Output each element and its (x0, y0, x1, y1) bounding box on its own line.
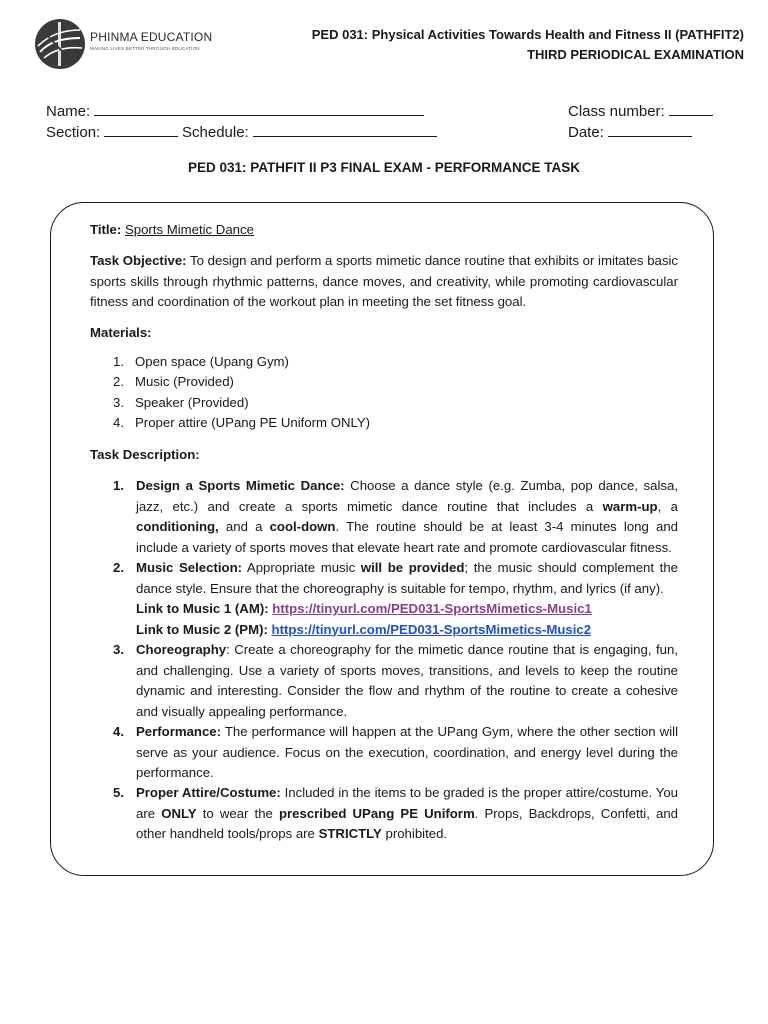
schedule-line[interactable] (253, 122, 437, 137)
name-line[interactable] (94, 101, 424, 116)
schedule-label: Schedule: (182, 124, 249, 141)
materials-item-text: Open space (Upang Gym) (135, 354, 289, 369)
title-value: Sports Mimetic Dance (124, 222, 254, 237)
task-title-line (90, 220, 678, 241)
music-link-1[interactable]: https://tinyurl.com/PED031-SportsMimetics-Music1 (272, 601, 592, 616)
task-item-heading: Music Selection: (136, 560, 243, 575)
logo-tagline: MAKING LIVES BETTER THROUGH EDUCATION (90, 46, 200, 51)
materials-item (113, 374, 234, 389)
task-item-heading: Proper Attire/Costume: (136, 785, 281, 800)
materials-item-num: 3. (113, 395, 124, 410)
music-link-1-line (136, 599, 678, 620)
date-line[interactable] (608, 122, 692, 137)
name-label: Name: (46, 103, 91, 120)
title-label: Title: (90, 222, 122, 237)
music-link-2-line (136, 620, 678, 641)
schedule-field[interactable] (182, 122, 437, 141)
task-item-num: 3. (113, 642, 124, 657)
task-item-design: 1. Design a Sports Mimetic Dance: Choose a dance style (e.g. Zumba, pop dance, salsa, jazz, etc.) and create a sports mimetic dance routine that includes a warm-up, a conditioning, and a cool-down. The routine should be at least 3-4 minutes long and include a variety of sports moves that elevate heart rate and promote cardiovascular fitness. (113, 478, 679, 555)
task-item-num: 2. (113, 560, 124, 575)
materials-item-num: 2. (113, 374, 124, 389)
class-number-field[interactable] (568, 101, 713, 120)
task-item-performance: 4. Performance: The performance will happen at the UPang Gym, where the other section will serve as your audience. Focus on the execution, coordination, and energy level during the performance. (113, 724, 678, 780)
task-item-num: 1. (113, 478, 124, 493)
task-item-choreography: 3. Choreography: Create a choreography for the mimetic dance routine that is engaging, fun, and challenging. Use a variety of sports moves, transitions, and levels to keep the routine dynamic and interesting. Consider the flow and rhythm of the routine to create a cohesive and visually appealing performance. (113, 642, 678, 719)
materials-item (113, 395, 249, 410)
task-item-num: 5. (113, 785, 124, 800)
objective-label: Task Objective: (90, 253, 187, 268)
class-number-line[interactable] (669, 101, 713, 116)
task-item-heading: Performance: (136, 724, 222, 739)
date-field[interactable] (568, 122, 692, 141)
phinma-logo (32, 16, 212, 72)
exam-period: THIRD PERIODICAL EXAMINATION (527, 47, 744, 62)
task-objective (90, 251, 678, 313)
materials-item-text: Speaker (Provided) (135, 395, 249, 410)
task-item-music: 2. Music Selection: Appropriate music will be provided; the music should complement the dance style. Ensure that the choreography is suitable for tempo, rhythm, and lyrics (if any). Link to Music 1 (AM): https://tinyurl.com/PED031-SportsMimetics-Music1 Link to Music 2 (PM): https://tinyurl.com/PED031-SportsMimetics-Music2 (113, 558, 678, 640)
materials-item (113, 354, 289, 369)
objective-text: To design and perform a sports mimetic dance routine that exhibits or imitates basic sports skills through rhythmic patterns, dance moves, and creativity, while promoting cardiovascular fitness and coordination of the workout plan in meeting the set fitness goal. (90, 253, 678, 309)
materials-item-text: Proper attire (UPang PE Uniform ONLY) (135, 415, 371, 430)
materials-label: Materials: (90, 325, 152, 340)
task-item-heading: Choreography (136, 642, 227, 657)
task-description-label: Task Description: (90, 447, 200, 462)
logo-name: PHINMA EDUCATION (90, 30, 213, 44)
music-link-2-label: Link to Music 2 (PM): (136, 621, 268, 637)
class-number-label: Class number: (568, 103, 665, 120)
name-field[interactable] (46, 101, 424, 120)
logo-emblem-icon (32, 16, 88, 72)
materials-item-num: 1. (113, 354, 124, 369)
section-label: Section: (46, 124, 101, 141)
task-item-heading: Design a Sports Mimetic Dance: (136, 478, 345, 493)
date-label: Date: (568, 124, 604, 141)
music-link-2[interactable]: https://tinyurl.com/PED031-SportsMimetics-Music2 (271, 621, 592, 637)
section-field[interactable] (46, 122, 178, 141)
task-item-attire: 5. Proper Attire/Costume: Included in the items to be graded is the proper attire/costume. You are ONLY to wear the prescribed UPang PE Uniform. Props, Backdrops, Confetti, and other handheld tools/props are STRICTLY prohibited. (113, 785, 679, 841)
music-link-1-label: Link to Music 1 (AM): (136, 601, 269, 616)
materials-item-text: Music (Provided) (135, 374, 234, 389)
course-title: PED 031: Physical Activities Towards Health and Fitness II (PATHFIT2) (311, 27, 744, 42)
task-item-num: 4. (113, 724, 124, 739)
section-line[interactable] (104, 122, 178, 137)
materials-item-num: 4. (113, 415, 124, 430)
materials-item (113, 415, 370, 430)
exam-title: PED 031: PATHFIT II P3 FINAL EXAM - PERFORMANCE TASK (187, 160, 581, 175)
